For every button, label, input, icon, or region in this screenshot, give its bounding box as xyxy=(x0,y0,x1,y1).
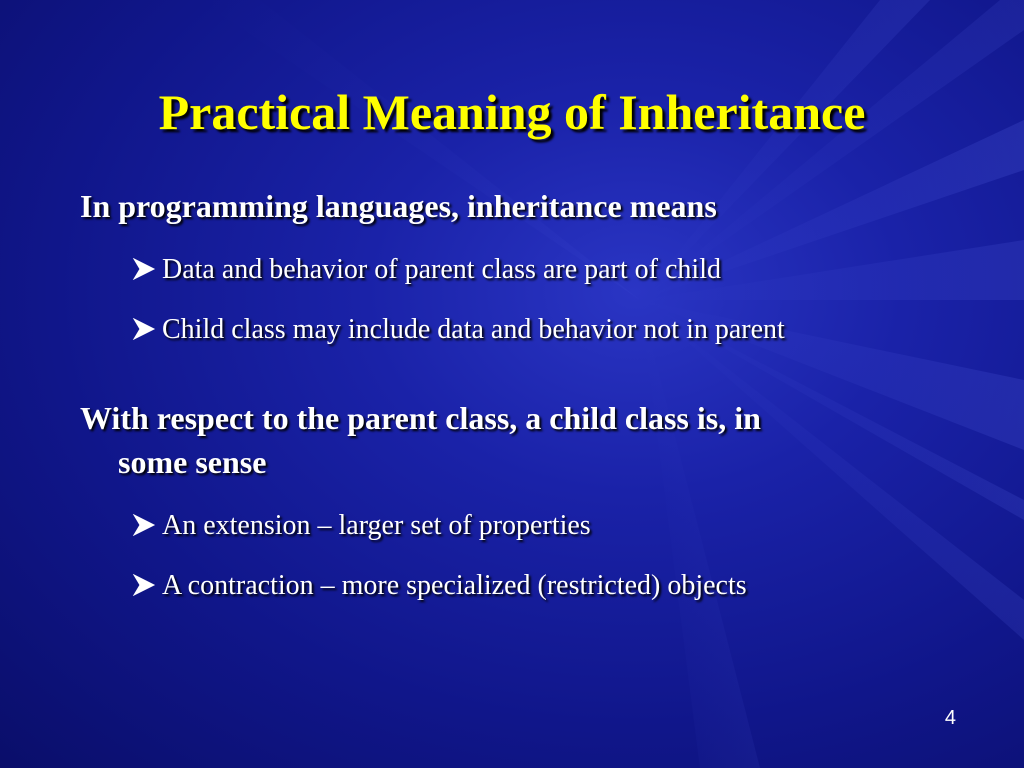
sub-bullet-2-2 xyxy=(132,568,992,604)
sub-bullet-2-2-text: A contraction – more specialized (restricted) objects xyxy=(162,570,747,601)
sub-bullet-1-2 xyxy=(132,312,992,348)
arrowhead-bullet-icon xyxy=(132,318,156,340)
arrowhead-bullet-icon xyxy=(132,514,156,536)
sub-bullet-2-1-text: An extension – larger set of properties xyxy=(162,510,591,541)
bullet-1 xyxy=(80,184,960,228)
sub-bullet-2-1 xyxy=(132,508,992,544)
sub-bullet-1-1-text: Data and behavior of parent class are part of child xyxy=(162,254,721,285)
sub-bullet-1-1 xyxy=(132,252,992,288)
sub-bullet-1-2-text: Child class may include data and behavior not in parent xyxy=(162,314,785,345)
slide-title: Practical Meaning of Inheritance xyxy=(158,84,866,140)
bullet-2 xyxy=(80,396,960,484)
bullet-1-text: In programming languages, inheritance means xyxy=(80,188,717,224)
arrowhead-bullet-icon xyxy=(132,574,156,596)
arrowhead-bullet-icon xyxy=(132,258,156,280)
bullet-2-text-line2: some sense xyxy=(118,444,267,480)
bullet-2-text-line1: With respect to the parent class, a child class is, in xyxy=(80,400,761,436)
page-number: 4 xyxy=(944,707,956,729)
